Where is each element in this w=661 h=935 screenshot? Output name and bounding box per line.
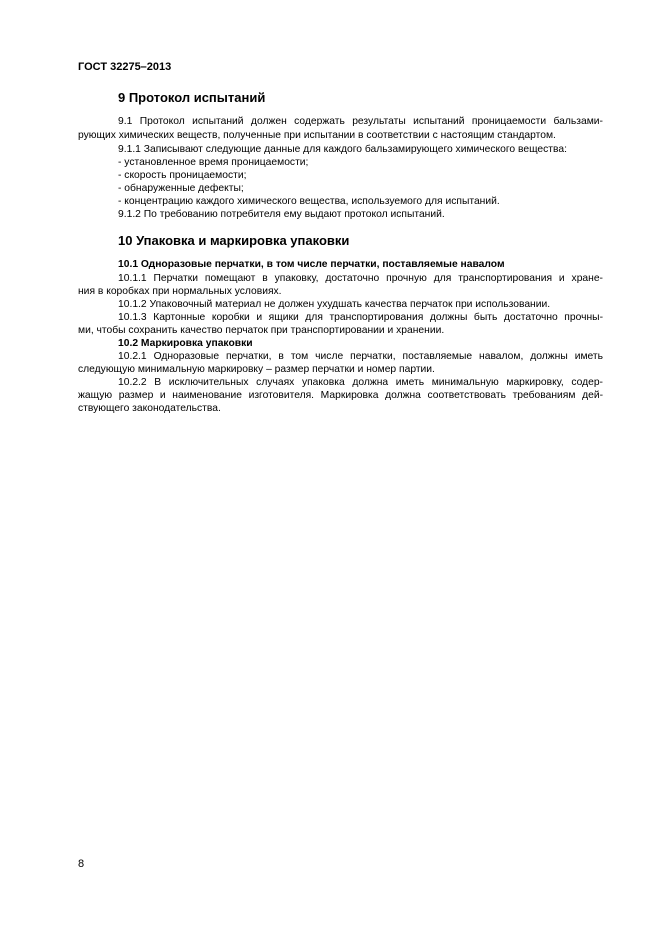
paragraph-line: 9.1.1 Записывают следующие данные для каждого бальзамирующего химического вещества: bbox=[118, 144, 567, 155]
paragraph-line: ния в коробках при нормальных условиях. bbox=[78, 286, 282, 297]
paragraph-line: ми, чтобы сохранить качество перчаток при транспортировании и хранении. bbox=[78, 325, 445, 336]
paragraph-line: 9.1 Протокол испытаний должен содержать результаты испытаний проницаемости бальзами- bbox=[118, 116, 603, 127]
paragraph-line: следующую минимальную маркировку – размер перчатки и номер партии. bbox=[78, 364, 435, 375]
paragraph-line: 10.1.3 Картонные коробки и ящики для транспортирования должны быть достаточно прочны- bbox=[118, 312, 603, 323]
paragraph-line: 10.1.1 Перчатки помещают в упаковку, достаточно прочную для транспортирования и хране- bbox=[118, 273, 603, 284]
subsection-heading: 10.2 Маркировка упаковки bbox=[118, 338, 253, 349]
page-number: 8 bbox=[78, 858, 85, 870]
section-10-title: 10 Упаковка и маркировка упаковки bbox=[118, 233, 350, 248]
section-9-title: 9 Протокол испытаний bbox=[118, 90, 266, 105]
paragraph-line: рующих химических веществ, полученные при испытании в соответствии с настоящим стандартом. bbox=[78, 130, 556, 141]
paragraph-line: ствующего законодательства. bbox=[78, 403, 221, 414]
paragraph-line: 10.2.1 Одноразовые перчатки, в том числе перчатки, поставляемые навалом, должны иметь bbox=[118, 351, 603, 362]
document-id: ГОСТ 32275–2013 bbox=[78, 61, 172, 73]
paragraph-line: 9.1.2 По требованию потребителя ему выдают протокол испытаний. bbox=[118, 209, 445, 220]
list-item: - установленное время проницаемости; bbox=[118, 157, 309, 168]
paragraph-line: 10.1.2 Упаковочный материал не должен ухудшать качества перчаток при использовании. bbox=[118, 299, 551, 310]
paragraph-line: 10.2.2 В исключительных случаях упаковка должна иметь минимальную маркировку, содер- bbox=[118, 377, 603, 388]
list-item: - скорость проницаемости; bbox=[118, 170, 247, 181]
paragraph-line: жащую размер и наименование изготовителя. Маркировка должна соответствовать требованиям дей- bbox=[78, 390, 603, 401]
subsection-heading: 10.1 Одноразовые перчатки, в том числе перчатки, поставляемые навалом bbox=[118, 259, 505, 270]
list-item: - обнаруженные дефекты; bbox=[118, 183, 244, 194]
list-item: - концентрацию каждого химического вещества, используемого для испытаний. bbox=[118, 196, 500, 207]
